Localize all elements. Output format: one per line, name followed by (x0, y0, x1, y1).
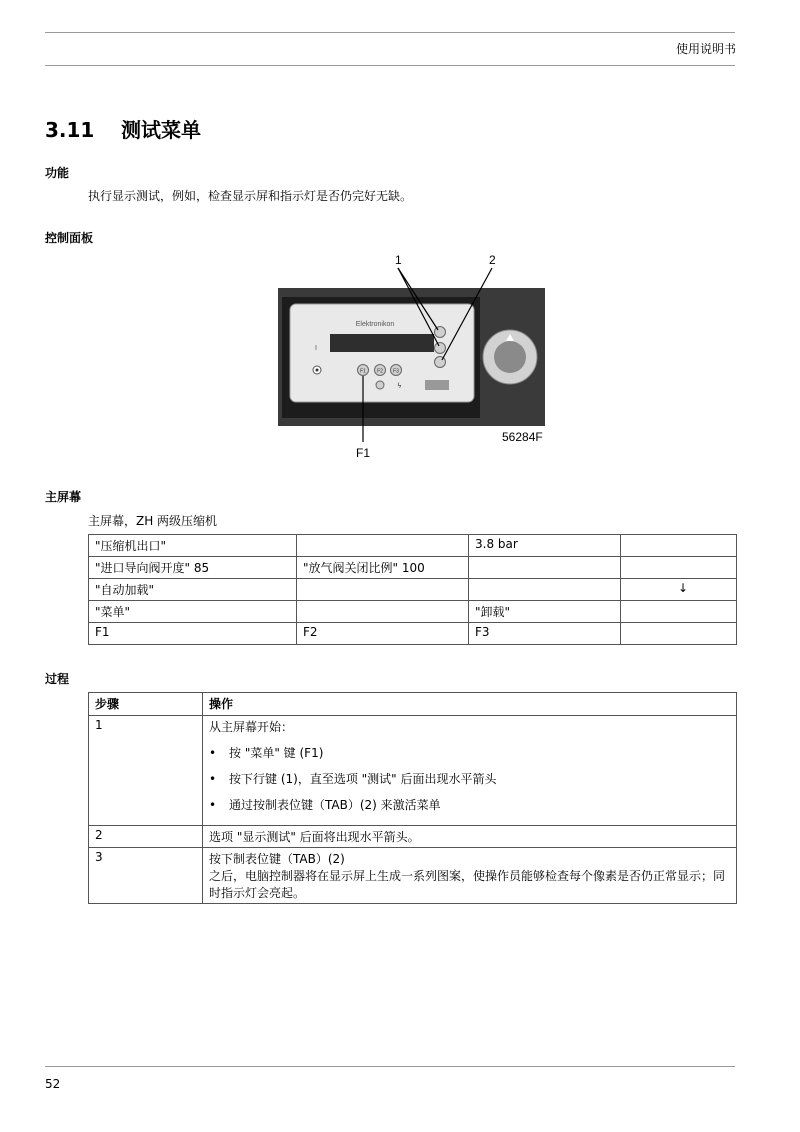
callout-f1: F1 (356, 446, 371, 460)
key-f1-label: F1 (360, 368, 366, 375)
table-cell: F1 (89, 623, 297, 645)
procedure-heading: 过程 (45, 672, 70, 686)
step-action (203, 848, 737, 904)
header-title: 使用说明书 (675, 42, 736, 56)
function-text: 执行显示测试，例如，检查显示屏和指示灯是否仍完好无缺。 (88, 189, 413, 203)
key-f3-label: F3 (393, 368, 399, 375)
table-cell: "压缩机出口" (89, 535, 297, 557)
key-down[interactable] (435, 343, 446, 354)
display-screen (330, 334, 434, 352)
bullet: • (209, 746, 217, 760)
step3-line2: 之后，电脑控制器将在显示屏上生成一系列图案，使操作员能够检查每个像素是否仍正常显示；同时指示灯会亮起。 (209, 869, 726, 900)
lightning-icon: ϟ (397, 382, 402, 390)
bullet: • (209, 772, 217, 786)
callout-2: 2 (489, 253, 496, 267)
table-cell (297, 601, 469, 623)
key-tab[interactable] (435, 357, 446, 368)
key-f2-label: F2 (377, 368, 383, 375)
table-cell (621, 535, 737, 557)
main-screen-table (88, 534, 737, 645)
step-number: 1 (89, 716, 203, 826)
maker-logo (425, 380, 449, 390)
table-cell (297, 579, 469, 601)
function-heading: 功能 (45, 166, 70, 180)
header-bottom-rule (45, 65, 735, 66)
list-item: • 按 "菜单" 键 (F1) (209, 746, 324, 760)
col-step-header: 步骤 (89, 693, 203, 716)
table-cell (469, 557, 621, 579)
bullet: • (209, 798, 217, 812)
table-cell: "卸载" (469, 601, 621, 623)
section-number: 3.11 (45, 118, 95, 142)
status-led-dot (316, 369, 319, 372)
table-header-row (89, 693, 737, 716)
table-cell (621, 557, 737, 579)
emergency-stop-button[interactable] (494, 341, 526, 373)
control-panel-heading: 控制面板 (45, 231, 94, 245)
table-cell (621, 601, 737, 623)
table-cell: "菜单" (89, 601, 297, 623)
table-row (89, 716, 737, 826)
start-key[interactable] (376, 381, 384, 389)
control-panel-figure (270, 252, 560, 467)
step1-list (209, 744, 730, 813)
power-symbol: I (315, 345, 317, 352)
list-item: • 按下行键 (1)，直至选项 "测试" 后面出现水平箭头 (209, 772, 497, 786)
header-top-rule (45, 32, 735, 33)
table-row (89, 579, 737, 601)
main-screen-heading: 主屏幕 (45, 490, 82, 504)
table-row (89, 601, 737, 623)
table-cell (297, 535, 469, 557)
table-cell: 3.8 bar (469, 535, 621, 557)
control-panel-drawing (270, 252, 560, 467)
step-number: 3 (89, 848, 203, 904)
list-item: • 通过按制表位键（TAB）(2) 来激活菜单 (209, 798, 441, 812)
table-cell (469, 579, 621, 601)
table-row (89, 623, 737, 645)
table-row (89, 848, 737, 904)
col-action-header: 操作 (203, 693, 737, 716)
table-cell (621, 623, 737, 645)
table-row (89, 826, 737, 848)
table-cell: "进口导向阀开度" 85 (89, 557, 297, 579)
figure-id: 56284F (502, 430, 543, 444)
table-row (89, 557, 737, 579)
step-action: 选项 "显示测试" 后面将出现水平箭头。 (203, 826, 737, 848)
main-screen-caption: 主屏幕，ZH 两级压缩机 (88, 514, 218, 528)
footer-rule (45, 1066, 735, 1067)
table-row (89, 535, 737, 557)
table-cell: "自动加载" (89, 579, 297, 601)
section-title (45, 114, 201, 143)
brand-label: Elektronikon (355, 321, 395, 328)
callout-1: 1 (395, 253, 402, 267)
table-cell: "放气阀关闭比例" 100 (297, 557, 469, 579)
procedure-table (88, 692, 737, 904)
step-action (203, 716, 737, 826)
step3-line1: 按下制表位键（TAB）(2) (209, 852, 345, 866)
step1-intro: 从主屏幕开始： (209, 720, 294, 734)
section-name: 测试菜单 (121, 118, 201, 142)
step-number: 2 (89, 826, 203, 848)
table-cell: F2 (297, 623, 469, 645)
down-arrow-icon: ↓ (621, 579, 737, 601)
table-cell: F3 (469, 623, 621, 645)
page-number: 52 (45, 1077, 61, 1091)
